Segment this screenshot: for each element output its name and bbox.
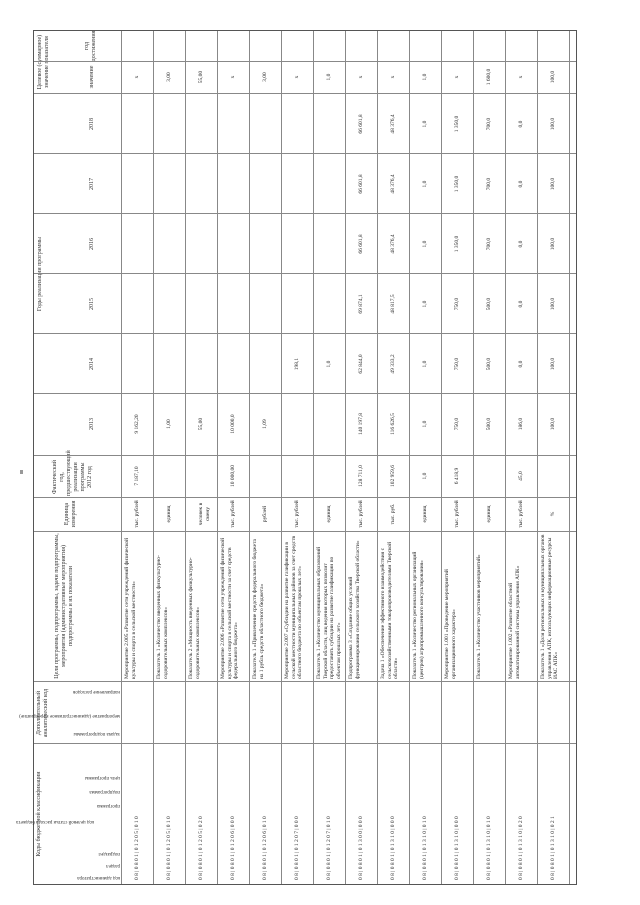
row-y2018: 0,0 (518, 120, 524, 128)
table-row (154, 31, 186, 884)
row-fact: 10 000,00 (230, 465, 236, 487)
row-target: х (230, 75, 236, 79)
header-extra-code: Дополнительный аналитический код (36, 688, 49, 738)
row-y2015: 0,0 (518, 300, 524, 308)
row-y2014: 100,0 (550, 357, 556, 371)
row-y2014: 49 333,2 (390, 354, 396, 374)
header-years-group: Годы реализации программы (37, 236, 43, 312)
row-unit: тыс. рублей (358, 500, 364, 528)
row-y2016: 48 376,4 (390, 234, 396, 254)
row-description: Показатель 1 «Количество региональных организаций (центров) агропромышленного консультирования» (412, 551, 425, 679)
row-description: Задача 1 «Обеспечение эффективного взаимодействия с сельскохозяйственными товаропроизводителями Тверской области» (380, 541, 399, 679)
row-y2016: 66 601,8 (358, 234, 364, 254)
row-y2017: 700,0 (486, 177, 492, 191)
scan-artifact (20, 470, 23, 474)
row-y2018: 1 350,0 (454, 115, 460, 133)
row-unit: % (550, 511, 556, 517)
row-code: 0 8 | 0 8 0 1 | 0 1 3 1 0 | 0 2 1 (550, 816, 556, 880)
row-code: 0 8 | 0 8 0 1 | 0 1 2 0 5 | 0 1 0 (134, 816, 140, 880)
table-header (16, 30, 122, 884)
row-y2018: 100,0 (550, 117, 556, 131)
row-y2016: 1 350,0 (454, 235, 460, 253)
row-target: х (358, 75, 364, 79)
row-code: 0 8 | 0 8 0 1 | 0 1 2 0 6 | 0 1 0 (262, 816, 268, 880)
row-unit: тыс. рублей (454, 500, 460, 528)
row-y2015: 1,0 (422, 300, 428, 308)
row-description: Мероприятие 2.006 «Развитие сети учреждений физической культуры и спорта в сельской местности за счет средств федерального бюджета» (220, 537, 239, 679)
row-target: 1 600,0 (486, 68, 492, 86)
header-target-group: Целевое (суммарное) значение показателя (37, 34, 50, 90)
row-y2013: 1,00 (166, 419, 172, 429)
row-description: Показатель 2 «Мощность введенных физкультурно-оздоровительных комплексов» (188, 557, 201, 679)
year-2017: 2017 (89, 178, 95, 190)
row-code: 0 8 | 0 8 0 1 | 0 1 2 0 7 | 0 0 0 (294, 816, 300, 880)
row-target: 3,00 (166, 72, 172, 82)
row-fact: 1,0 (422, 472, 428, 480)
row-y2013: 1,09 (262, 419, 268, 429)
row-fact: 45,0 (518, 471, 524, 481)
row-description: Мероприятие 2.005 «Развитие сети учреждений физической культуры и спорта в сельской местности» (124, 537, 137, 679)
table-row (186, 31, 218, 884)
row-code: 0 8 | 0 8 0 1 | 0 1 3 0 0 | 0 0 0 (358, 816, 364, 880)
row-unit: тыс. рублей (230, 500, 236, 528)
row-fact: 102 959,6 (390, 465, 396, 487)
row-description: Мероприятие 1.002 «Развитие областной автоматизированной системы управления АПК» (508, 565, 521, 679)
row-target: х (518, 75, 524, 79)
row-target: 55,00 (198, 70, 204, 84)
row-unit: человек в смену (198, 502, 211, 526)
row-description: Показатель 1 «Количество введенных физкультурно-оздоровительных комплексов» (156, 555, 169, 679)
row-y2013: 10 000,0 (230, 414, 236, 434)
row-y2013: 55,00 (198, 417, 204, 431)
header-fact-column: Фактический год, предшествующий реализации программы 2012 год (52, 450, 93, 496)
row-description: Подпрограмма 3 «Создание общих условий функционирования сельского хозяйства Тверской области» (348, 540, 361, 679)
row-y2013: 750,0 (454, 417, 460, 431)
row-code: 0 8 | 0 8 0 1 | 0 1 2 0 5 | 0 1 0 (166, 816, 172, 880)
row-code: 0 8 | 0 8 0 1 | 0 1 3 1 0 | 0 0 0 (454, 816, 460, 880)
row-fact: 6 418,9 (454, 467, 460, 485)
row-y2017: 1 350,0 (454, 175, 460, 193)
row-code: 0 8 | 0 8 0 1 | 0 1 2 0 5 | 0 2 0 (198, 816, 204, 880)
row-code: 0 8 | 0 8 0 1 | 0 1 3 1 0 | 0 1 0 (486, 816, 492, 880)
header-unit-column: Единица измерения (64, 500, 77, 528)
header-admin-code: код администратора (77, 875, 120, 880)
row-description: Мероприятие 2.007 «Субсидии на развитие газификации в сельской местности муниципальных районов за счет средств областного бюджета по объектам прошлых лет» (284, 535, 303, 679)
header-goal-column: Цели программы, подпрограммы, задачи подпрограммы, мероприятия (административные мероприятия) подпрограммы и их показатели (54, 533, 74, 679)
row-y2018: 700,0 (486, 117, 492, 131)
row-y2014: 0,0 (518, 360, 524, 368)
header-target-value: значение (89, 65, 95, 89)
row-y2013: 186,0 (518, 417, 524, 431)
row-unit: тыс. рублей (294, 500, 300, 528)
row-target: х (454, 75, 460, 79)
row-target: 3,00 (262, 72, 268, 82)
row-y2018: 1,0 (422, 120, 428, 128)
row-target: 100,0 (550, 70, 556, 84)
row-y2017: 1,0 (422, 180, 428, 188)
row-description: Показатель 1 «Доля региональных и муниципальных органов управления АПК, использующих информационные ресурсы ИАС АПК» (540, 534, 559, 679)
row-code: 0 8 | 0 8 0 1 | 0 1 3 1 0 | 0 0 0 (390, 816, 396, 880)
row-y2013: 116 626,5 (390, 413, 396, 435)
row-y2013: 100,0 (550, 417, 556, 431)
row-y2016: 1,0 (422, 240, 428, 248)
row-unit: единиц (166, 505, 172, 523)
row-y2013: 1,0 (422, 420, 428, 428)
row-y2015: 100,0 (550, 297, 556, 311)
table-row (250, 31, 282, 884)
row-y2015: 48 817,5 (390, 294, 396, 314)
header-expense: направление расходов (73, 689, 120, 694)
header-subprogram: подпрограмма (89, 789, 120, 794)
row-unit: единиц (326, 505, 332, 523)
row-description: Показатель 1 «Количество участников мероприятий» (476, 554, 482, 679)
row-unit: рублей (262, 505, 268, 523)
header-program: программа (97, 803, 120, 808)
header-section: раздел (106, 863, 120, 868)
program-table (16, 30, 577, 885)
row-y2016: 100,0 (550, 237, 556, 251)
row-unit: единиц (422, 505, 428, 523)
row-y2013: 140 197,8 (358, 413, 364, 435)
row-y2017: 0,0 (518, 180, 524, 188)
row-y2016: 700,0 (486, 237, 492, 251)
row-y2018: 48 376,4 (390, 114, 396, 134)
header-target-article: код целевой статьи расхода бюджета (16, 819, 94, 824)
row-unit: тыс. рублей (134, 500, 140, 528)
row-y2014: 750,0 (454, 357, 460, 371)
row-y2015: 69 874,1 (358, 294, 364, 314)
row-target: х (294, 75, 300, 79)
row-y2017: 66 601,8 (358, 174, 364, 194)
row-unit: тыс. руб. (390, 503, 396, 525)
row-y2016: 0,0 (518, 240, 524, 248)
row-y2014: 62 844,0 (358, 354, 364, 374)
year-2013: 2013 (89, 418, 95, 430)
row-description: Показатель 1 «Привлечение средств федерального бюджета на 1 рубль средств областного бюджета» (252, 538, 265, 679)
row-target: х (134, 75, 140, 79)
header-target-year: год достижения (84, 30, 97, 62)
row-target: х (390, 75, 396, 79)
row-fact: 128 711,0 (358, 465, 364, 487)
header-task: задача подпрограммы (73, 731, 120, 736)
row-y2014: 1,0 (422, 360, 428, 368)
header-codes-group: Коды бюджетной классификации (36, 771, 42, 857)
row-code: 0 8 | 0 8 0 1 | 0 1 2 0 7 | 0 1 0 (326, 816, 332, 880)
row-unit: тыс. рублей (518, 500, 524, 528)
row-y2017: 100,0 (550, 177, 556, 191)
year-2015: 2015 (89, 298, 95, 310)
year-2014: 2014 (89, 358, 95, 370)
row-y2013: 9 162,20 (134, 414, 140, 434)
row-y2014: 500,0 (486, 357, 492, 371)
row-y2014: 1,0 (326, 360, 332, 368)
header-subsection: подраздел (98, 851, 120, 856)
year-2016: 2016 (89, 238, 95, 250)
row-y2017: 48 376,4 (390, 174, 396, 194)
table-row (282, 31, 314, 884)
row-y2015: 750,0 (454, 297, 460, 311)
header-program-goal: цель программы (84, 775, 120, 780)
row-target: 1,0 (326, 73, 332, 81)
row-code: 0 8 | 0 8 0 1 | 0 1 3 1 0 | 0 2 0 (518, 816, 524, 880)
year-2018: 2018 (89, 118, 95, 130)
row-y2014: 198,1 (294, 357, 300, 371)
row-fact: 7 187,10 (134, 466, 140, 486)
row-description: Мероприятие 1.001 «Проведение мероприятий организационного характера» (444, 569, 457, 679)
row-y2018: 66 601,8 (358, 114, 364, 134)
row-code: 0 8 | 0 8 0 1 | 0 1 3 1 0 | 0 1 0 (422, 816, 428, 880)
row-description: Показатель 1 «Количество муниципальных образований Тверской области, лиц ведения которых позволит предоставить субсидии на развитие газификации по объектам прошлых лет» (316, 546, 342, 679)
row-target: 1,0 (422, 73, 428, 81)
row-y2015: 500,0 (486, 297, 492, 311)
table-row (314, 31, 346, 884)
row-code: 0 8 | 0 8 0 1 | 0 1 2 0 6 | 0 0 0 (230, 816, 236, 880)
row-unit: единиц (486, 505, 492, 523)
header-event: мероприятие (административное мероприятие) (19, 713, 120, 718)
row-y2013: 500,0 (486, 417, 492, 431)
